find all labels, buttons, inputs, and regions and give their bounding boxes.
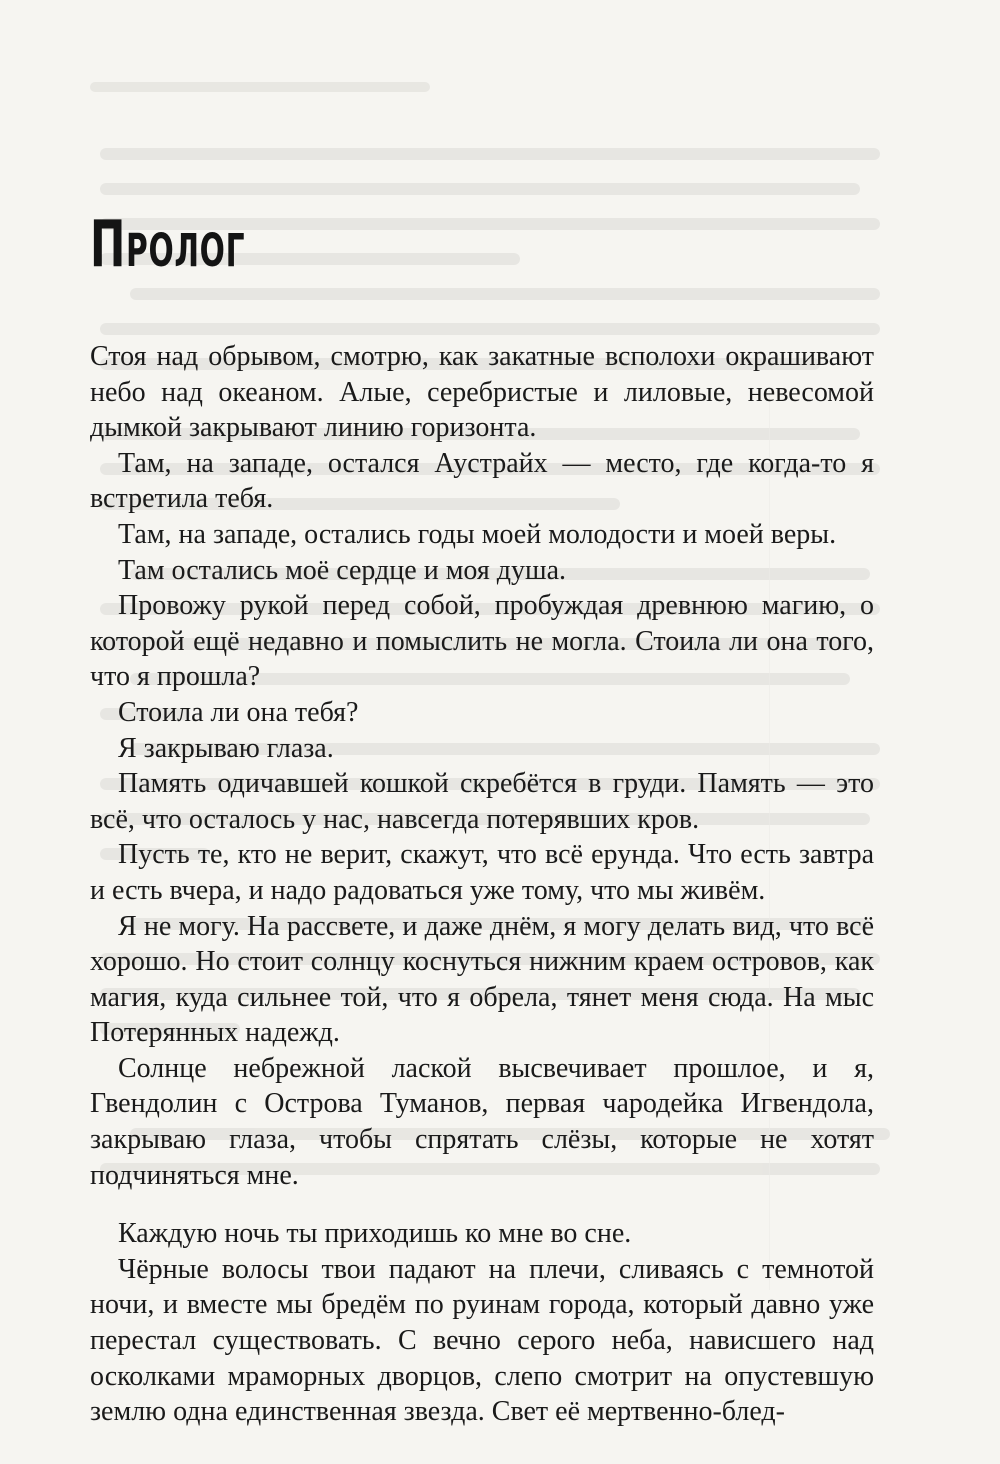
section-break bbox=[90, 1193, 874, 1216]
paragraph: Солнце небрежной лаской высвечивает прошлое, и я, Гвендолин с Острова Туманов, первая чародейка Игвендола, закрываю глаза, чтобы спрятать слёзы, которые не хотят подчиняться мне. bbox=[90, 1052, 874, 1191]
paragraph: Пусть те, кто не верит, скажут, что всё ерунда. Что есть завтра и есть вчера, и надо радоваться уже тому, что мы живём. bbox=[90, 839, 874, 906]
paragraph: Там остались моё сердце и моя душа. bbox=[118, 554, 566, 586]
paragraph: Стоя над обрывом, смотрю, как закатные всполохи окрашивают небо над океаном. Алые, серебристые и лиловые, невесомой дымкой закрывают линию горизонта. bbox=[90, 341, 874, 444]
paragraph: Там, на западе, остался Аустрайх — место, где когда-то я встретила тебя. bbox=[90, 447, 874, 515]
paragraph: Память одичавшей кошкой скребётся в груди. Память — это всё, что осталось у нас, навсегда потерявших кров. bbox=[90, 768, 874, 835]
paragraph: Стоила ли она тебя? bbox=[118, 696, 359, 728]
paragraph: Я закрываю глаза. bbox=[118, 732, 334, 764]
paragraph: Чёрные волосы твои падают на плечи, сливаясь с темнотой ночи, и вместе мы бредём по руинам города, который давно уже перестал существовать. С вечно серого неба, нависшего над осколками мраморных дворцов, слепо смотрит на опустевшую землю одна единственная звезда. Свет её мертвенно-блед- bbox=[90, 1253, 874, 1428]
chapter-text bbox=[90, 339, 874, 1430]
paragraph: Я не могу. На рассвете, и даже днём, я могу делать вид, что всё хорошо. Но стоит солнцу коснуться нижним краем островов, как магия, куда сильнее той, что я обрела, тянет меня сюда. На мыс Потерянных надежд. bbox=[90, 910, 874, 1049]
paragraph: Провожу рукой перед собой, пробуждая древнюю магию, о которой ещё недавно и помыслить не могла. Стоила ли она того, что я прошла? bbox=[90, 590, 874, 693]
chapter-title: Пролог bbox=[90, 208, 246, 282]
paragraph: Там, на западе, остались годы моей молодости и моей веры. bbox=[118, 518, 837, 550]
paragraph: Каждую ночь ты приходишь ко мне во сне. bbox=[118, 1218, 632, 1250]
